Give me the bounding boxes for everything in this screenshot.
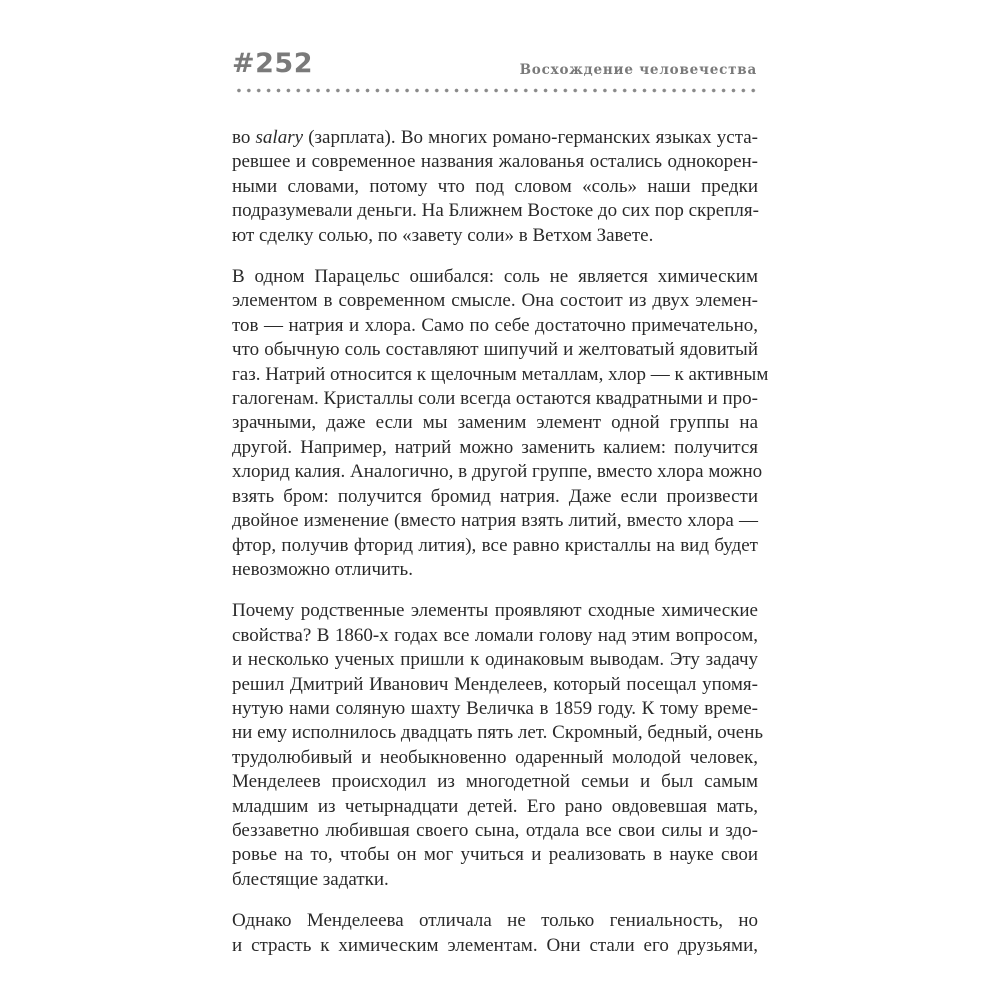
text-run: что обычную соль составляют шипучий и желтоватый ядовитый (232, 339, 758, 361)
text-run: подразумевали деньги. На Ближнем Востоке до сих пор скрепля- (232, 200, 759, 222)
text-run: и страсть к химическим элементам. Они стали его друзьями, (232, 934, 758, 956)
text-line (232, 795, 758, 819)
text-run: двойное изменение (вместо натрия взять литий, вместо хлора — (232, 510, 758, 532)
text-run: хлорид калия. Аналогично, в другой группе, вместо хлора можно (232, 461, 763, 483)
text-run: Почему родственные элементы проявляют сходные химические (232, 600, 758, 622)
page-number: #252 (232, 48, 313, 79)
text-line (232, 509, 758, 533)
body-text (232, 126, 769, 975)
text-line (232, 599, 758, 623)
text-line (232, 868, 758, 892)
text-line (232, 485, 758, 509)
text-run: невозможно отличить. (232, 558, 413, 580)
text-run: ют сделку солью, по «завету соли» в Ветхом Завете. (232, 224, 654, 246)
text-run: ревшее и современное названия жалованья остались однокорен- (232, 151, 758, 173)
text-run: блестящие задатки. (232, 868, 389, 890)
text-line (232, 338, 758, 362)
text-line (232, 126, 758, 150)
text-run: и несколько ученых пришли к одинаковым выводам. Эту задачу (232, 649, 758, 671)
paragraph (232, 599, 764, 892)
text-line (232, 436, 758, 460)
text-run: тов — натрия и хлора. Само по себе достаточно примечательно, (232, 314, 758, 336)
text-run: элементом в современном смысле. Она состоит из двух элемен- (232, 290, 758, 312)
text-line (232, 558, 758, 582)
text-line (232, 314, 758, 338)
text-line (232, 909, 758, 933)
paragraph (232, 909, 758, 958)
text-line (232, 534, 758, 558)
text-line (232, 175, 758, 199)
text-line (232, 624, 758, 648)
text-run: взять бром: получится бромид натрия. Даже если произвести (232, 485, 758, 507)
text-line (232, 199, 758, 223)
text-run: зрачными, даже если мы заменим элемент одной группы на (232, 412, 758, 434)
dotted-divider (234, 88, 758, 93)
text-line (232, 770, 758, 794)
text-line (232, 224, 758, 248)
text-run: (зарплата). Во многих романо-германских языках уста- (303, 127, 758, 148)
text-line (232, 843, 758, 867)
italic-term: salary (255, 127, 304, 148)
text-line (232, 721, 764, 745)
text-run: решил Дмитрий Иванович Менделеев, который посещал упомя- (232, 673, 758, 695)
text-run: В одном Парацельс ошибался: соль не является химическим (232, 266, 758, 288)
text-line (232, 746, 758, 770)
text-line (232, 387, 758, 411)
text-line (232, 934, 758, 958)
text-run: другой. Например, натрий можно заменить калием: получится (232, 436, 758, 458)
text-line (232, 648, 758, 672)
text-line (232, 819, 758, 843)
paragraph (232, 265, 769, 582)
text-line (232, 697, 758, 721)
text-run: свойства? В 1860-х годах все ломали голову над этим вопросом, (232, 624, 758, 646)
text-line (232, 673, 758, 697)
text-run: младшим из четырнадцати детей. Его рано овдовевшая мать, (232, 795, 758, 817)
running-title: Восхождение человечества (519, 62, 757, 78)
text-run: галогенам. Кристаллы соли всегда остаются квадратными и про- (232, 388, 758, 410)
text-run: газ. Натрий относится к щелочным металлам, хлор — к активным (232, 363, 769, 385)
text-run: беззаветно любившая своего сына, отдала все свои силы и здо- (232, 819, 758, 841)
text-run: фтор, получив фторид лития), все равно кристаллы на вид будет (232, 534, 758, 556)
text-run: ни ему исполнилось двадцать пять лет. Скромный, бедный, очень (232, 722, 764, 744)
text-run: ными словами, потому что под словом «соль» наши предки (232, 175, 758, 197)
text-run: во (232, 127, 256, 148)
text-line (232, 363, 769, 387)
text-line (232, 289, 758, 313)
text-line (232, 411, 758, 435)
text-run: трудолюбивый и необыкновенно одаренный молодой человек, (232, 746, 758, 768)
text-run: ровье на то, чтобы он мог учиться и реализовать в науке свои (232, 844, 758, 866)
text-run: Менделеев происходил из многодетной семьи и был самым (232, 771, 758, 793)
text-line (232, 265, 758, 289)
text-run: Однако Менделеева отличала не только гениальность, но (232, 910, 758, 932)
text-line (232, 150, 758, 174)
text-line (232, 460, 763, 484)
text-run: нутую нами соляную шахту Величка в 1859 году. К тому време- (232, 697, 758, 719)
paragraph (232, 126, 758, 248)
